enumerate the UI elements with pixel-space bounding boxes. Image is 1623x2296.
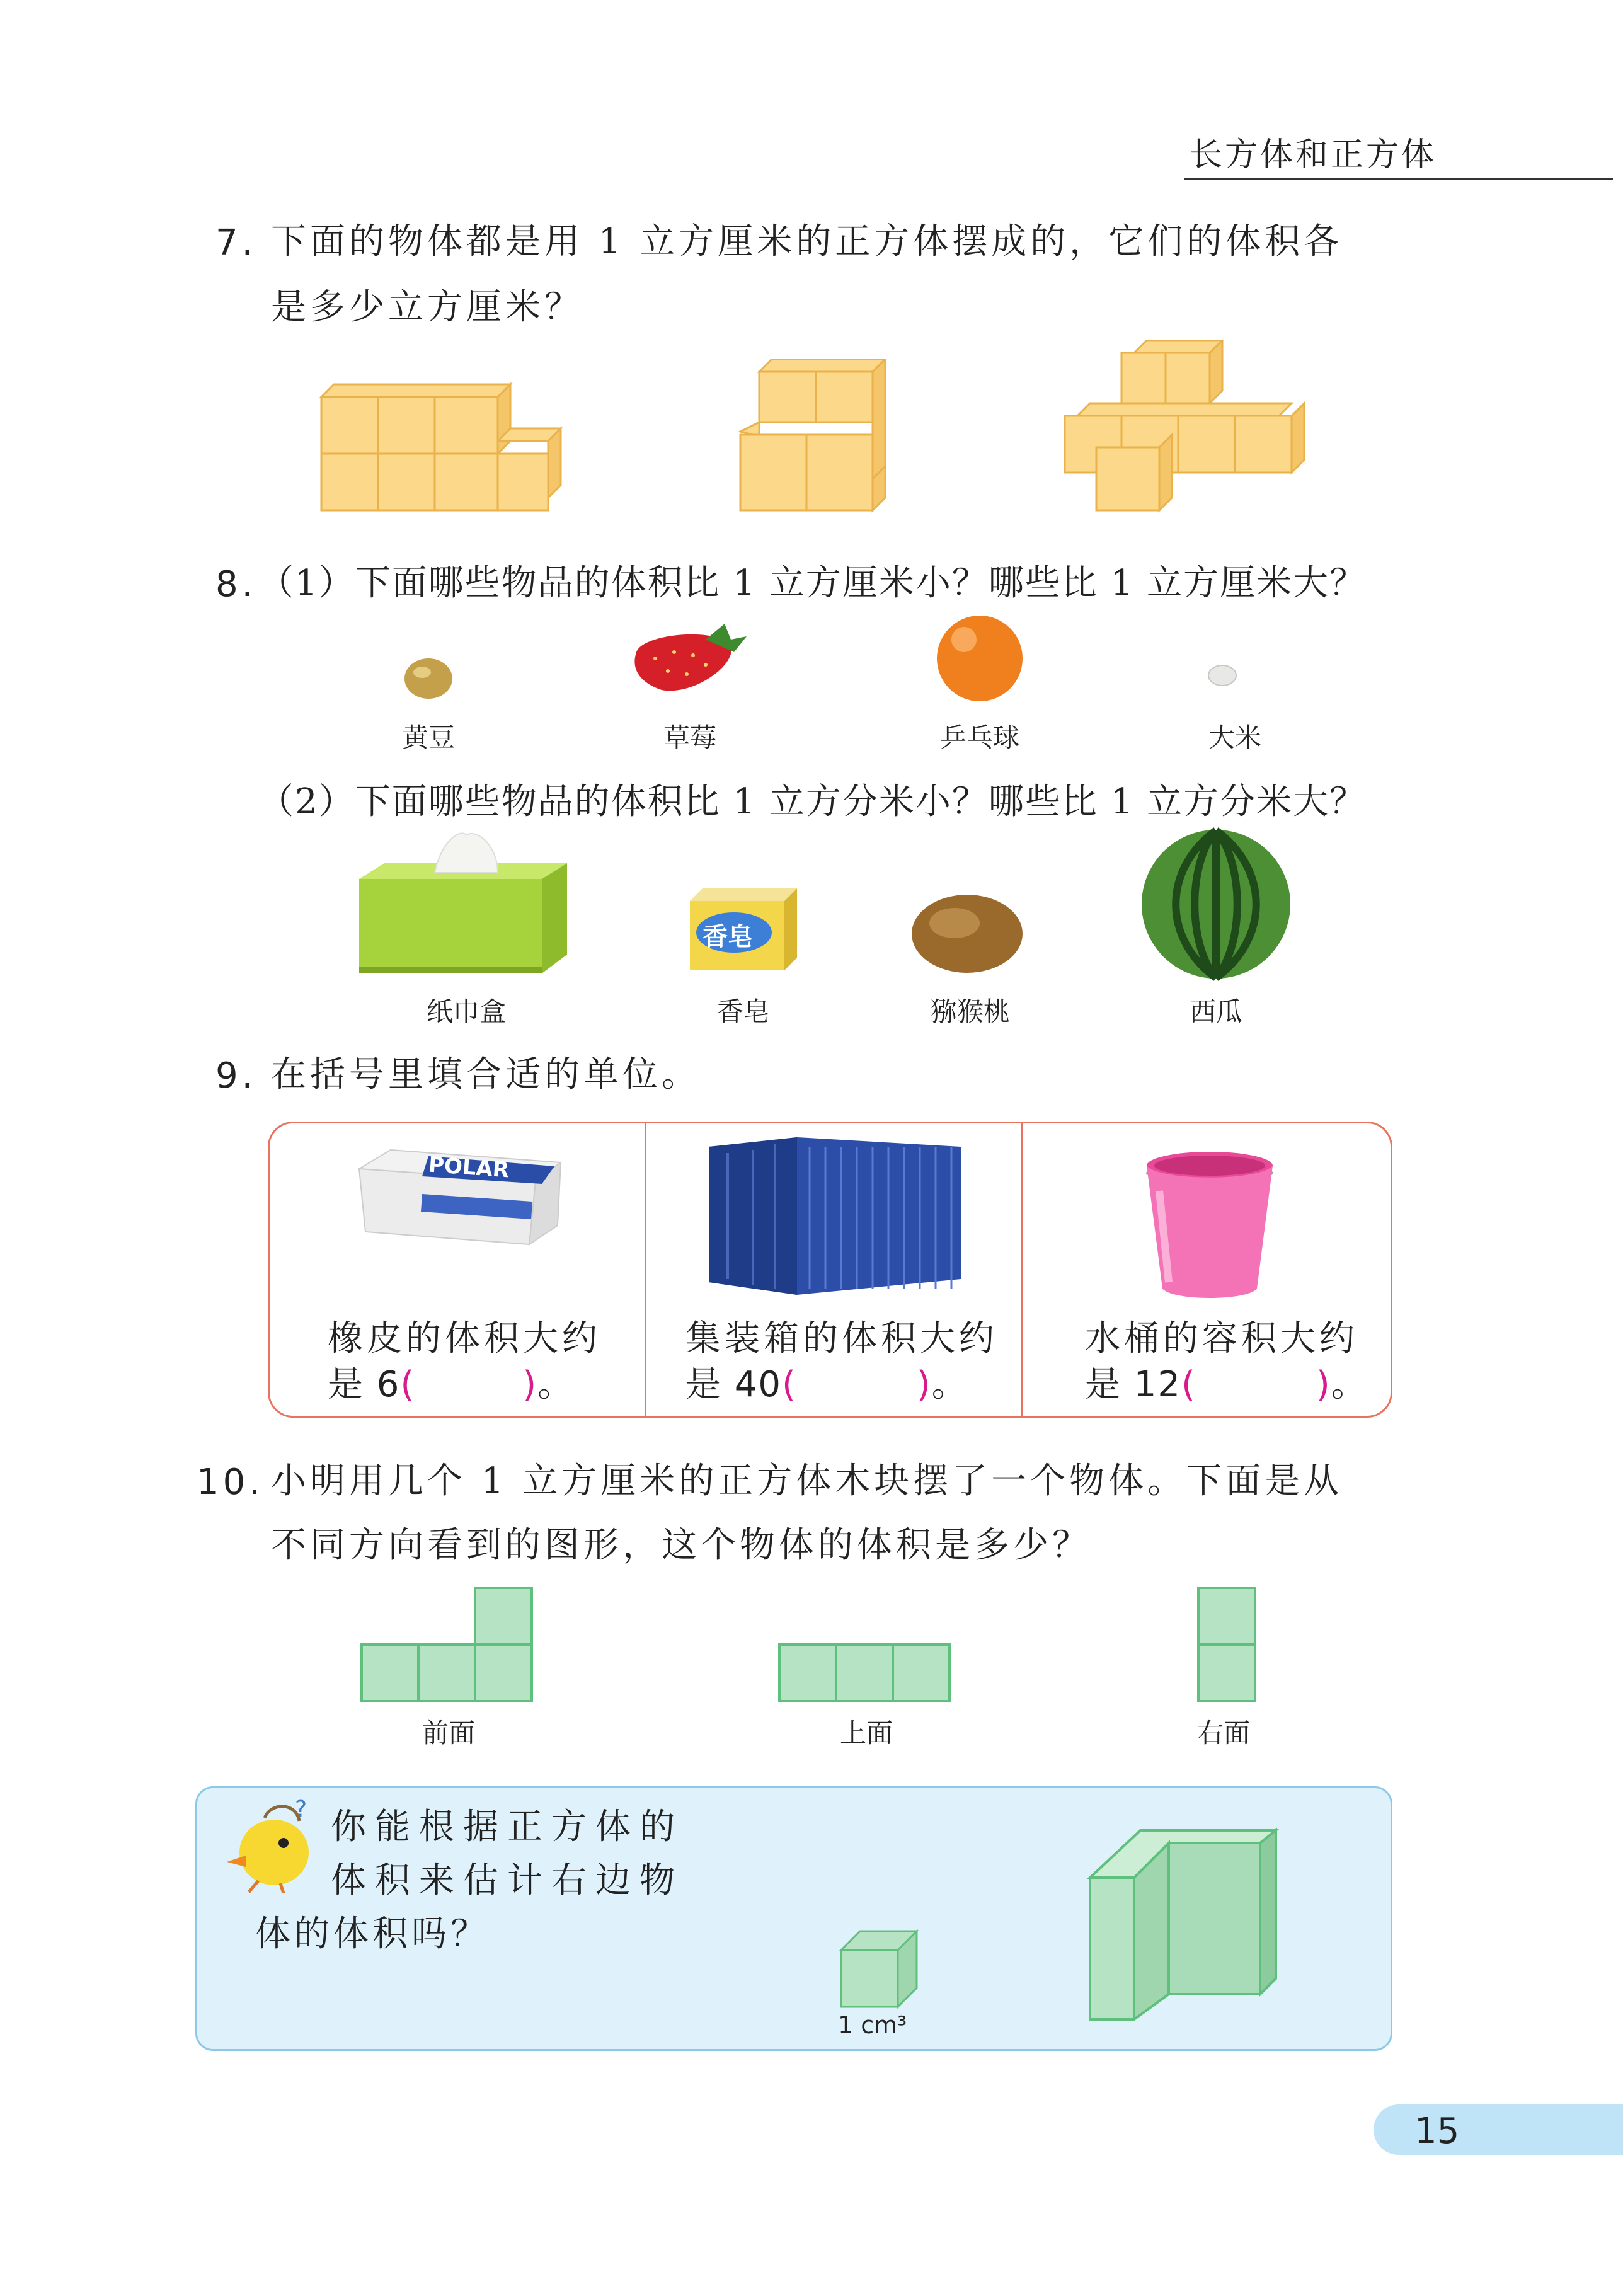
q9-cell2-tail: 。 bbox=[931, 1364, 968, 1405]
soap-label: 香皂 bbox=[703, 922, 753, 951]
q9-cell2-prefix: 是 40 bbox=[685, 1364, 783, 1405]
chick-mascot-icon bbox=[221, 1799, 321, 1893]
q9-cell1-prefix: 是 6 bbox=[328, 1364, 401, 1405]
view-right bbox=[1195, 1585, 1258, 1704]
item-label-soybean: 黄豆 bbox=[401, 722, 455, 753]
container-icon bbox=[703, 1134, 967, 1298]
q9-cell1-tail: 。 bbox=[537, 1364, 575, 1405]
tip-line2: 体积来估计右边物 bbox=[331, 1860, 684, 1901]
q9-cell1-line2 bbox=[328, 1364, 575, 1405]
item-label-ping-pong-ball: 乒乓球 bbox=[939, 722, 1019, 753]
q9-cell2-open: ( bbox=[782, 1364, 797, 1405]
q9-cell1-line1: 橡皮的体积大约 bbox=[328, 1318, 601, 1359]
strawberry-icon bbox=[624, 621, 750, 703]
q7-number: 7. bbox=[215, 222, 257, 263]
view-front bbox=[360, 1585, 537, 1704]
view-label-top: 上面 bbox=[839, 1718, 893, 1748]
chapter-title: 长方体和正方体 bbox=[1190, 136, 1437, 174]
tissue-box-icon bbox=[353, 829, 573, 980]
item-label-rice: 大米 bbox=[1208, 722, 1261, 753]
q9-cell3-open: ( bbox=[1181, 1364, 1196, 1405]
q9-cell3-prefix: 是 12 bbox=[1085, 1364, 1182, 1405]
page-number: 15 bbox=[1414, 2111, 1460, 2152]
soybean-icon bbox=[400, 652, 457, 703]
q9-cell3-tail: 。 bbox=[1331, 1364, 1368, 1405]
tip-line3: 体的体积吗？ bbox=[255, 1914, 490, 1954]
estimate-figure bbox=[1087, 1815, 1288, 2023]
q10-number: 10. bbox=[197, 1462, 265, 1503]
q7-figure-1 bbox=[315, 372, 567, 517]
bucket-icon bbox=[1134, 1147, 1285, 1304]
q9-cell3-close: ) bbox=[1316, 1364, 1331, 1405]
q9-cell2-line1: 集装箱的体积大约 bbox=[685, 1318, 998, 1359]
q10-line1: 小明用几个 1 立方厘米的正方体木块摆了一个物体。下面是从 bbox=[271, 1461, 1343, 1501]
q9-text: 在括号里填合适的单位。 bbox=[271, 1054, 701, 1095]
item-label-soap: 香皂 bbox=[716, 996, 770, 1027]
unit-cube bbox=[838, 1928, 920, 2010]
q7-line2: 是多少立方厘米？ bbox=[271, 287, 583, 328]
view-label-front: 前面 bbox=[422, 1718, 475, 1748]
q8-number: 8. bbox=[215, 564, 257, 605]
q9-divider-2 bbox=[1021, 1123, 1023, 1416]
svg-text:?: ? bbox=[295, 1799, 307, 1822]
item-label-tissue-box: 纸巾盒 bbox=[426, 996, 506, 1027]
q9-number: 9. bbox=[215, 1055, 257, 1096]
watermelon-icon bbox=[1137, 825, 1295, 983]
q9-cell3-line1: 水桶的容积大约 bbox=[1085, 1318, 1358, 1359]
item-label-kiwi: 猕猴桃 bbox=[930, 996, 1010, 1027]
q7-line1: 下面的物体都是用 1 立方厘米的正方体摆成的，它们的体积各 bbox=[271, 221, 1343, 262]
q9-cell2-close: ) bbox=[916, 1364, 932, 1405]
q10-line2: 不同方向看到的图形，这个物体的体积是多少？ bbox=[271, 1525, 1091, 1566]
item-label-watermelon: 西瓜 bbox=[1189, 996, 1242, 1027]
q7-figure-2 bbox=[734, 359, 898, 517]
unit-cube-label: 1 cm³ bbox=[838, 2011, 907, 2039]
tip-line1: 你能根据正方体的 bbox=[331, 1806, 684, 1847]
q9-divider-1 bbox=[645, 1123, 646, 1416]
ping-pong-ball-icon bbox=[932, 611, 1027, 706]
q9-cell1-close: ) bbox=[522, 1364, 538, 1405]
q9-cell3-line2 bbox=[1085, 1364, 1368, 1405]
eraser-brand: POLAR bbox=[427, 1152, 510, 1183]
page-number-tab bbox=[1374, 2104, 1623, 2155]
q8-part1: （1）下面哪些物品的体积比 1 立方厘米小？哪些比 1 立方厘米大？ bbox=[258, 563, 1367, 604]
q7-figure-3 bbox=[1058, 340, 1310, 517]
q9-cell1-open: ( bbox=[400, 1364, 416, 1405]
q9-cell2-line2 bbox=[685, 1364, 968, 1405]
item-label-strawberry: 草莓 bbox=[663, 722, 716, 753]
kiwi-icon bbox=[907, 888, 1027, 977]
q8-part2: （2）下面哪些物品的体积比 1 立方分米小？哪些比 1 立方分米大？ bbox=[258, 781, 1367, 822]
header-rule bbox=[1184, 178, 1613, 180]
view-top bbox=[778, 1641, 955, 1704]
view-label-right: 右面 bbox=[1196, 1718, 1250, 1748]
rice-grain-icon bbox=[1203, 662, 1241, 690]
